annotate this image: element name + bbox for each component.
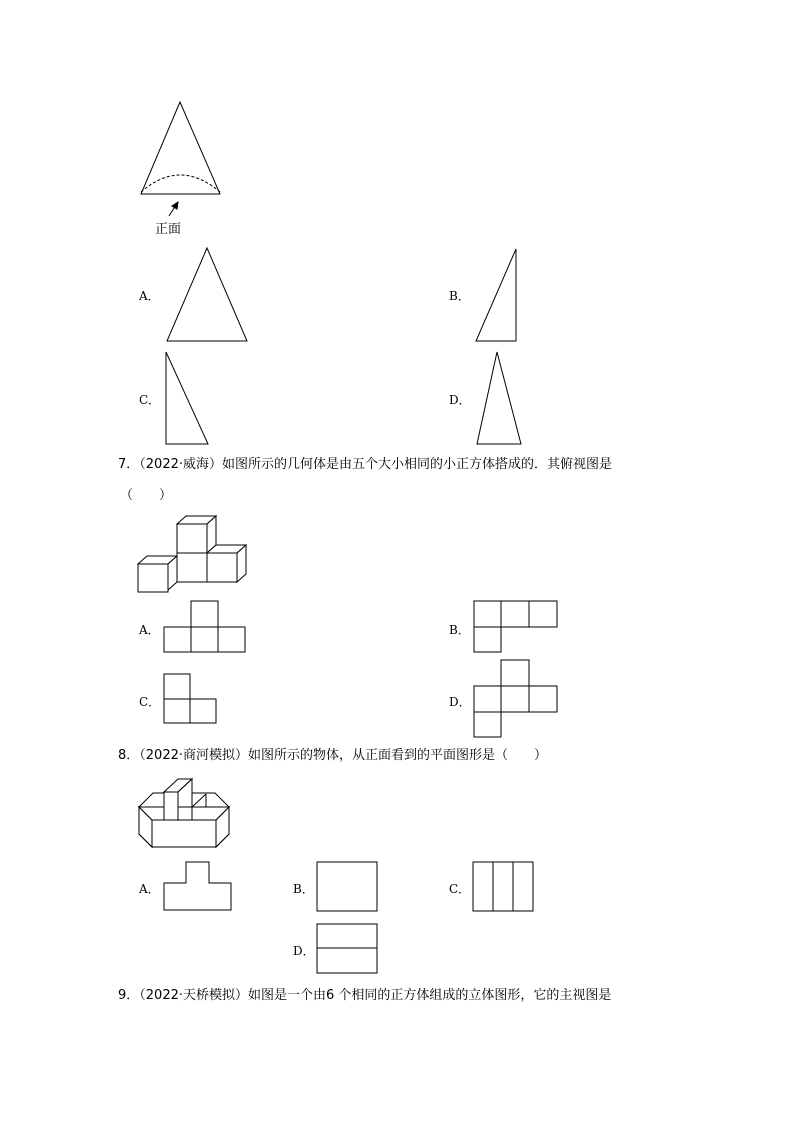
q7-option-c[interactable]: C． <box>139 695 161 709</box>
q8-option-c-figure <box>472 861 536 913</box>
q7-option-d-figure <box>473 659 559 739</box>
q8-option-a[interactable]: A． <box>139 882 160 896</box>
cone-figure <box>138 98 228 198</box>
q7-option-a[interactable]: A． <box>139 623 160 637</box>
front-label: 正面 <box>155 222 182 237</box>
q7-option-d[interactable]: D． <box>449 695 471 709</box>
q8-object-figure <box>136 777 232 849</box>
q7-option-c-figure <box>163 673 219 725</box>
q7-option-b[interactable]: B． <box>449 623 470 637</box>
q6-option-b[interactable]: B． <box>449 289 470 303</box>
front-arrow-icon <box>166 200 182 220</box>
q8-option-c[interactable]: C． <box>449 882 471 896</box>
q8-option-d[interactable]: D． <box>293 944 315 958</box>
q6-option-d[interactable]: D． <box>449 393 471 407</box>
q6-option-c[interactable]: C． <box>139 393 161 407</box>
q6-option-c-figure <box>164 350 210 446</box>
q7-option-a-figure <box>163 600 247 654</box>
q8-option-b-figure <box>316 861 380 913</box>
q7-cubes-figure <box>136 514 248 596</box>
q9-stem: 9．（2022·天桥模拟）如图是一个由6 个相同的正方体组成的立体图形，它的主视图是 <box>118 988 612 1003</box>
q6-option-a-figure <box>166 246 248 342</box>
q6-option-d-figure <box>475 350 523 446</box>
q8-option-b[interactable]: B． <box>293 882 314 896</box>
q8-stem: 8．（2022·商河模拟）如图所示的物体，从正面看到的平面图形是（ ） <box>118 748 547 763</box>
q8-option-d-figure <box>316 923 380 975</box>
q6-option-b-figure <box>474 247 518 343</box>
q7-blank: （ ） <box>120 488 173 503</box>
q7-option-b-figure <box>473 600 559 654</box>
q7-stem: 7．（2022·威海）如图所示的几何体是由五个大小相同的小正方体搭成的．其俯视图是 <box>118 457 612 472</box>
q8-option-a-figure <box>163 861 233 913</box>
q6-option-a[interactable]: A． <box>139 289 160 303</box>
